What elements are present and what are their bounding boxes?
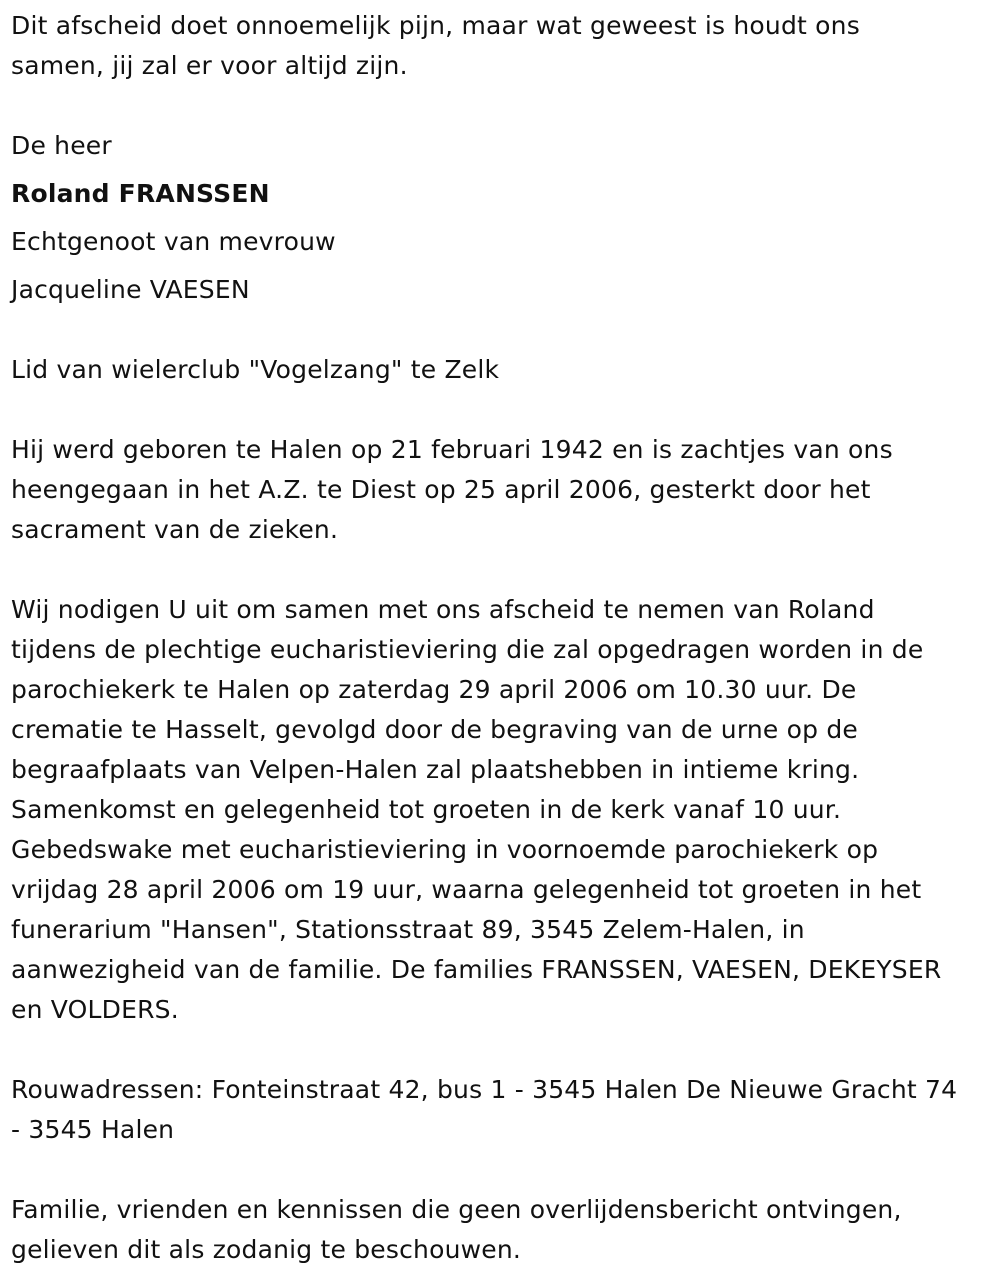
intro-line: samen, jij zal er voor altijd zijn. <box>11 51 408 80</box>
funeral-invitation-paragraph <box>11 590 992 1030</box>
paragraph-line: Gebedswake met eucharistieviering in voornoemde parochiekerk op <box>11 835 879 864</box>
paragraph-line: gelieven dit als zodanig te beschouwen. <box>11 1235 522 1264</box>
intro-line: Dit afscheid doet onnoemelijk pijn, maar wat geweest is houdt ons <box>11 11 860 40</box>
birth-death-paragraph <box>11 430 988 550</box>
spouse-name: Jacqueline VAESEN <box>11 275 250 304</box>
paragraph-line: Hij werd geboren te Halen op 21 februari 1942 en is zachtjes van ons <box>11 435 893 464</box>
paragraph-line: en VOLDERS. <box>11 995 179 1024</box>
paragraph-line: Rouwadressen: Fonteinstraat 42, bus 1 - 3545 Halen De Nieuwe Gracht 74 <box>11 1075 958 1104</box>
condolence-addresses <box>11 1070 992 1150</box>
spouse-relation: Echtgenoot van mevrouw <box>11 227 336 256</box>
paragraph-line: Wij nodigen U uit om samen met ons afscheid te nemen van Roland <box>11 595 875 624</box>
deceased-name: Roland FRANSSEN <box>11 179 270 208</box>
paragraph-line: Familie, vrienden en kennissen die geen overlijdensbericht ontvingen, <box>11 1195 902 1224</box>
paragraph-line: heengegaan in het A.Z. te Diest op 25 april 2006, gesterkt door het <box>11 475 871 504</box>
paragraph-line: parochiekerk te Halen op zaterdag 29 april 2006 om 10.30 uur. De <box>11 675 857 704</box>
paragraph-line: - 3545 Halen <box>11 1115 175 1144</box>
intro-verse <box>11 6 988 86</box>
paragraph-line: begraafplaats van Velpen-Halen zal plaatshebben in intieme kring. <box>11 755 860 784</box>
closing-note <box>11 1190 988 1270</box>
paragraph-line: vrijdag 28 april 2006 om 19 uur, waarna gelegenheid tot groeten in het <box>11 875 922 904</box>
salutation: De heer <box>11 131 112 160</box>
paragraph-line: aanwezigheid van de familie. De families FRANSSEN, VAESEN, DEKEYSER <box>11 955 942 984</box>
paragraph-line: sacrament van de zieken. <box>11 515 339 544</box>
paragraph-line: tijdens de plechtige eucharistieviering die zal opgedragen worden in de <box>11 635 924 664</box>
paragraph-line: crematie te Hasselt, gevolgd door de begraving van de urne op de <box>11 715 859 744</box>
club-membership: Lid van wielerclub "Vogelzang" te Zelk <box>11 355 500 384</box>
paragraph-line: funerarium "Hansen", Stationsstraat 89, 3545 Zelem-Halen, in <box>11 915 805 944</box>
paragraph-line: Samenkomst en gelegenheid tot groeten in de kerk vanaf 10 uur. <box>11 795 842 824</box>
